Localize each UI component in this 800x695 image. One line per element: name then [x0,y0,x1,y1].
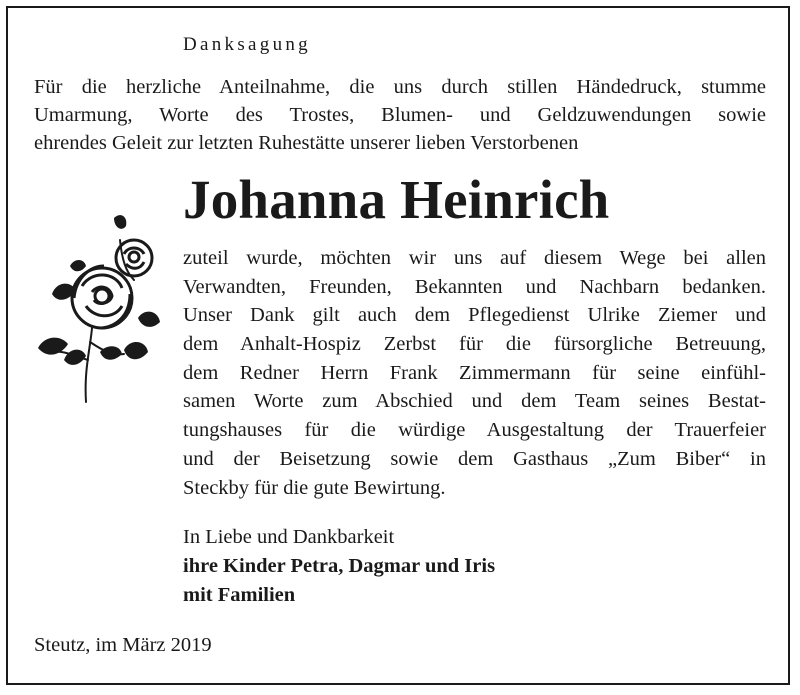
rose-icon [30,210,170,410]
intro-line: Umarmung, Worte des Trostes, Blumen- und Geldzuwendungen sowie [34,104,766,126]
deceased-name: Johanna Heinrich [183,169,610,230]
closing-block [183,523,495,610]
notice-heading: Danksagung [183,34,311,55]
body-line: Unser Dank gilt auch dem Pflegedienst Ulrike Ziemer und [183,304,766,327]
body-line: Steckby für die gute Bewirtung. [183,476,446,499]
signers-families: mit Familien [183,584,296,606]
intro-line: Für die herzliche Anteilnahme, die uns durch stillen Händedruck, stumme [34,76,766,98]
intro-line: ehrendes Geleit zur letzten Ruhestätte unserer lieben Verstorbenen [34,132,579,154]
signers-line: ihre Kinder Petra, Dagmar und Iris [183,555,496,577]
body-paragraph [183,244,766,502]
body-line: Verwandten, Freunden, Bekannten und Nachbarn bedanken. [183,275,766,298]
place-date: Steutz, im März 2019 [34,634,212,656]
body-line: samen Worte zum Abschied und dem Team seines Bestat- [183,390,766,413]
body-line: und der Beisetzung sowie dem Gasthaus „Zum Biber“ in [183,447,766,470]
closing-phrase: In Liebe und Dankbarkeit [183,526,395,548]
intro-paragraph [34,73,766,157]
body-line: zuteil wurde, möchten wir uns auf diesem Wege bei allen [183,247,766,269]
body-line: tungshauses für die würdige Ausgestaltung der Trauerfeier [183,419,766,442]
body-line: dem Redner Herrn Frank Zimmermann für seine einfühl- [183,361,766,384]
body-line: dem Anhalt-Hospiz Zerbst für die fürsorgliche Betreuung, [183,333,766,356]
